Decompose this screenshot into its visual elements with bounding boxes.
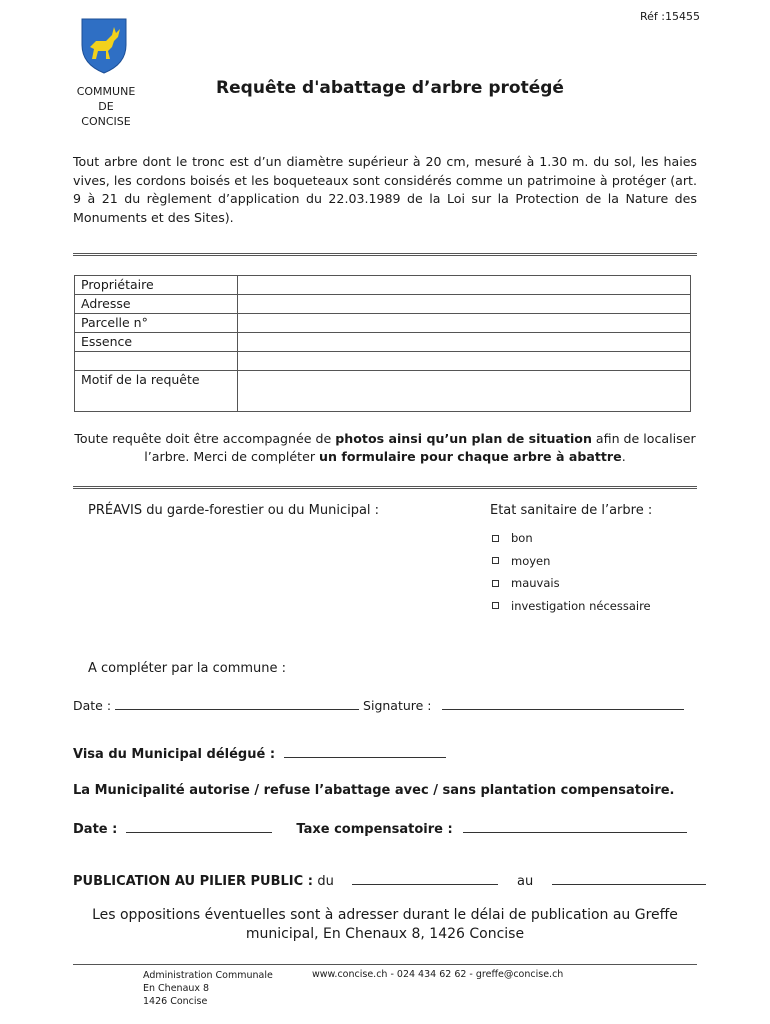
commune-line: COMMUNE xyxy=(76,85,136,98)
checkbox-icon[interactable] xyxy=(492,557,499,564)
option-label: mauvais xyxy=(511,576,560,591)
checkbox-icon[interactable] xyxy=(492,580,499,587)
notice-bold: photos ainsi qu’un plan de situation xyxy=(335,431,592,446)
commune-coat-of-arms xyxy=(78,17,130,75)
field-label: Motif de la requête xyxy=(75,371,238,412)
table-row xyxy=(75,314,691,333)
health-status-label: Etat sanitaire de l’arbre : xyxy=(490,503,653,518)
notice-text: afin de localiser l’arbre. Merci de compléter xyxy=(144,431,696,464)
date-label: Date : xyxy=(73,822,118,837)
date-input-line[interactable] xyxy=(115,697,359,710)
tax-label: Taxe compensatoire : xyxy=(296,822,453,837)
footer-address xyxy=(143,969,273,1008)
visa-label: Visa du Municipal délégué : xyxy=(73,747,276,762)
checkbox-icon[interactable] xyxy=(492,535,499,542)
table-row xyxy=(75,371,691,412)
species-field[interactable] xyxy=(238,333,691,352)
visa-input-line[interactable] xyxy=(284,745,446,758)
signature-label: Signature : xyxy=(363,698,432,713)
blank-field[interactable] xyxy=(238,352,691,371)
attachment-notice xyxy=(73,430,697,466)
authorization-statement: La Municipalité autorise / refuse l’abattage avec / sans plantation compensatoire. xyxy=(73,783,675,798)
visa-row xyxy=(73,745,446,762)
page-title: Requête d'abattage d’arbre protégé xyxy=(216,78,564,98)
to-label: au xyxy=(516,874,534,889)
footer-contact: www.concise.ch - 024 434 62 62 - greffe@concise.ch xyxy=(312,969,564,980)
date-signature-row xyxy=(73,697,684,713)
checkbox-icon[interactable] xyxy=(492,602,499,609)
to-date-line[interactable] xyxy=(552,872,706,885)
table-row xyxy=(75,276,691,295)
section-divider xyxy=(73,253,697,256)
field-label: Propriétaire xyxy=(75,276,238,295)
reason-field[interactable] xyxy=(238,371,691,412)
commune-name xyxy=(60,84,152,129)
address-field[interactable] xyxy=(238,295,691,314)
signature-input-line[interactable] xyxy=(442,697,684,710)
option-investigation[interactable] xyxy=(492,595,651,618)
option-label: moyen xyxy=(511,553,551,568)
field-label: Essence xyxy=(75,333,238,352)
section-divider xyxy=(73,486,697,489)
date-label: Date : xyxy=(73,698,112,713)
commune-section-heading: A compléter par la commune : xyxy=(88,661,287,676)
owner-field[interactable] xyxy=(238,276,691,295)
date-tax-row xyxy=(73,820,687,837)
from-date-line[interactable] xyxy=(352,872,498,885)
request-form-table xyxy=(74,275,691,412)
option-label: bon xyxy=(511,531,533,546)
health-status-options xyxy=(492,527,651,617)
notice-text: Toute requête doit être accompagnée de xyxy=(74,431,336,446)
parcel-field[interactable] xyxy=(238,314,691,333)
option-moyen[interactable] xyxy=(492,550,651,573)
table-row xyxy=(75,352,691,371)
footer-address-line: 1426 Concise xyxy=(143,996,208,1007)
from-label: du xyxy=(317,874,334,889)
notice-bold: un formulaire pour chaque arbre à abattre xyxy=(319,449,622,464)
commune-line: DE xyxy=(98,100,114,113)
option-label: investigation nécessaire xyxy=(511,598,651,613)
field-label: Parcelle n° xyxy=(75,314,238,333)
notice-text: . xyxy=(621,449,626,464)
footer-divider xyxy=(73,964,697,965)
reference-number: Réf :15455 xyxy=(640,10,700,23)
footer-address-line: En Chenaux 8 xyxy=(143,983,210,994)
option-bon[interactable] xyxy=(492,527,651,550)
field-label xyxy=(75,352,238,371)
tax-input-line[interactable] xyxy=(463,820,687,833)
intro-paragraph: Tout arbre dont le tronc est d’un diamètre supérieur à 20 cm, mesuré à 1.30 m. du sol, les haies vives, les cordons boisés et les boqueteaux sont considérés comme un patrimoine à protéger (art. 9 à 21 du règlement d’application du 22.03.1989 de la Loi sur la Protection de la Nature des Monuments et des Sites). xyxy=(73,154,697,225)
footer-address-line: Administration Communale xyxy=(143,970,273,981)
field-label: Adresse xyxy=(75,295,238,314)
option-mauvais[interactable] xyxy=(492,572,651,595)
publication-label: PUBLICATION AU PILIER PUBLIC : xyxy=(73,874,313,889)
oppositions-notice: Les oppositions éventuelles sont à adresser durant le délai de publication au Greffe municipal, En Chenaux 8, 1426 Concise xyxy=(92,907,678,942)
publication-row xyxy=(73,872,706,889)
preavis-label: PRÉAVIS du garde-forestier ou du Municipal : xyxy=(88,503,380,518)
table-row xyxy=(75,333,691,352)
date-input-line[interactable] xyxy=(126,820,272,833)
commune-line: CONCISE xyxy=(81,115,131,128)
table-row xyxy=(75,295,691,314)
